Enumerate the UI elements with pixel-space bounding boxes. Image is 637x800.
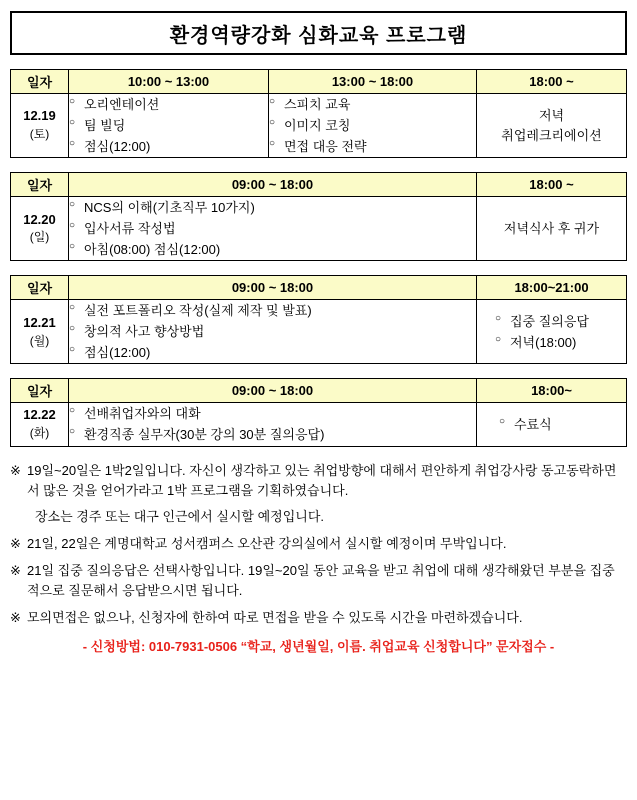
list-item: ○ 실전 포트폴리오 작성(실제 제작 및 발표) (69, 300, 476, 321)
list-item: ○ 아침(08:00) 점심(12:00) (69, 239, 476, 260)
note-mark-icon: ※ (10, 462, 21, 478)
date-cell (11, 94, 69, 158)
schedule-table-1219 (10, 69, 627, 158)
note-item (10, 534, 627, 554)
table-row (11, 300, 627, 364)
note-body (27, 534, 627, 554)
header-slot-3: 18:00 ~ (477, 70, 627, 94)
date-cell (11, 197, 69, 261)
schedule-table-1221 (10, 275, 627, 364)
note-mark-icon: ※ (10, 535, 21, 551)
schedule-table-1222 (10, 378, 627, 446)
list-item: ○ NCS의 이해(기초직무 10가지) (69, 197, 476, 218)
session-list-evening (477, 300, 627, 364)
list-item: ○ 이미지 코칭 (269, 115, 476, 136)
list-item: ○ 입사서류 작성법 (69, 218, 476, 239)
table-header-row (11, 379, 627, 403)
session-list-evening (477, 403, 627, 446)
table-header-row (11, 276, 627, 300)
list-item: ○ 선배취업자와의 대화 (69, 403, 476, 424)
session-evening: 저녁식사 후 귀가 (477, 197, 627, 261)
application-method-footer: - 신청방법: 010-7931-0506 “학교, 생년월일, 이름. 취업교육 신청합니다” 문자접수 - (82, 638, 555, 654)
note-item (10, 608, 627, 628)
note-text: 19일~20일은 1박2일입니다. 자신이 생각하고 있는 취업방향에 대해서 편안하게 취업강사랑 동고동락하면서 많은 것을 얻어가라고 1박 프로그램을 기획하였습니다. (27, 462, 617, 498)
note-text: 모의면접은 없으나, 신청자에 한하여 따로 면접을 받을 수 있도록 시간을 마련하겠습니다. (27, 610, 523, 626)
session-list-day (69, 403, 477, 446)
date-value: 12.21 (23, 314, 56, 330)
header-date: 일자 (11, 276, 69, 300)
day-value: (토) (29, 127, 50, 142)
list-item: ○ 점심(12:00) (69, 136, 268, 157)
session-list-morning (69, 94, 269, 158)
note-item (10, 561, 627, 601)
header-slot-2: 18:00~ (477, 379, 627, 403)
header-slot-1: 09:00 ~ 18:00 (69, 276, 477, 300)
table-row (11, 403, 627, 446)
date-value: 12.22 (23, 407, 56, 423)
header-date: 일자 (11, 70, 69, 94)
schedule-table-1220 (10, 172, 627, 261)
note-text: 21일 집중 질의응답은 선택사항입니다. 19일~20일 동안 교육을 받고 취업에 대해 생각해왔던 부분을 집중적으로 질문해서 응답받으시면 됩니다. (27, 563, 615, 599)
date-cell (11, 300, 69, 364)
session-list-day (69, 300, 477, 364)
header-slot-2: 13:00 ~ 18:00 (269, 70, 477, 94)
notes-section (10, 461, 627, 629)
note-body (27, 461, 627, 527)
table-header-row (11, 173, 627, 197)
note-subtext: 장소는 경주 또는 대구 인근에서 실시할 예정입니다. (35, 508, 325, 524)
list-item: ○ 점심(12:00) (69, 342, 476, 363)
header-slot-1: 09:00 ~ 18:00 (69, 173, 477, 197)
list-item: ○ 창의적 사고 향상방법 (69, 321, 476, 342)
note-body (27, 608, 627, 628)
header-date: 일자 (11, 173, 69, 197)
day-value: (일) (29, 230, 50, 245)
list-item: ○ 스피치 교육 (269, 94, 476, 115)
date-cell (11, 403, 69, 446)
list-item: ○ 집중 질의응답 (495, 311, 626, 332)
session-list-afternoon (269, 94, 477, 158)
header-slot-1: 09:00 ~ 18:00 (69, 379, 477, 403)
header-slot-2: 18:00~21:00 (477, 276, 627, 300)
list-item: ○ 저녁(18:00) (495, 332, 626, 353)
note-item (10, 461, 627, 527)
date-value: 12.19 (23, 108, 56, 124)
day-value: (화) (29, 426, 50, 441)
page-title: 환경역량강화 심화교육 프로그램 (169, 24, 468, 47)
list-item: ○ 오리엔테이션 (69, 94, 268, 115)
session-evening: 저녁 취업레크리에이션 (477, 94, 627, 158)
note-mark-icon: ※ (10, 610, 21, 626)
note-body (27, 561, 627, 601)
header-slot-2: 18:00 ~ (477, 173, 627, 197)
document-title-box (10, 11, 627, 55)
table-row (11, 197, 627, 261)
table-header-row (11, 70, 627, 94)
list-item: ○ 수료식 (499, 414, 626, 435)
note-mark-icon: ※ (10, 563, 21, 579)
note-text: 21일, 22일은 계명대학교 성서캠퍼스 오산관 강의실에서 실시할 예정이며 무박입니다. (27, 535, 507, 551)
table-row (11, 94, 627, 158)
header-slot-1: 10:00 ~ 13:00 (69, 70, 269, 94)
date-value: 12.20 (23, 211, 56, 227)
list-item: ○ 환경직종 실무자(30분 강의 30분 질의응답) (69, 424, 476, 445)
session-list-day (69, 197, 477, 261)
list-item: ○ 팀 빌딩 (69, 115, 268, 136)
list-item: ○ 면접 대응 전략 (269, 136, 476, 157)
day-value: (월) (29, 333, 50, 348)
header-date: 일자 (11, 379, 69, 403)
